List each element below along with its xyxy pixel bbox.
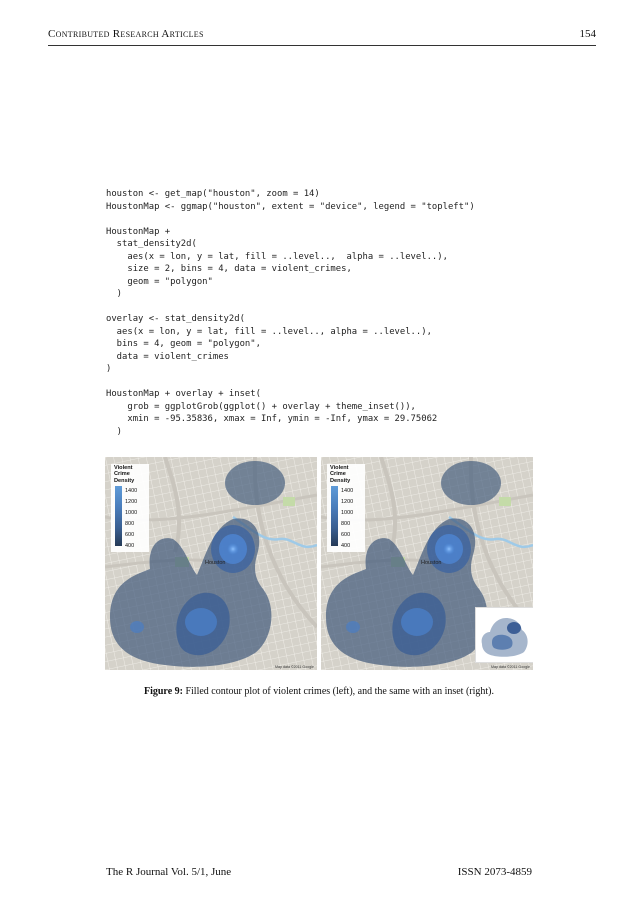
- journal-volume: The R Journal Vol. 5/1, June: [106, 866, 232, 878]
- code-listing: houston <- get_map("houston", zoom = 14) HoustonMap <- ggmap("houston", extent = "device", legend = "topleft") HoustonMap + stat_density2d( aes(x = lon, y = lat, fill = ..level.., alpha = ..level..), size = 2, bins = 4, data = violent_crimes, geom = "polygon" ) overlay <- stat_density2d( aes(x = lon, y = lat, fill = ..level.., alpha = ..level..), bins = 4, geom = "polygon", data = violent_crimes ) HoustonMap + overlay + inset( grob = ggplotGrob(ggplot() + overlay + theme_inset()), xmin = -95.35836, xmax = Inf, ymin = -Inf, ymax = 29.75062 ): [106, 189, 475, 437]
- legend-tick: 1200: [341, 499, 354, 505]
- inset-contour: [476, 608, 533, 662]
- density-contour: [401, 608, 433, 636]
- caption-text: Filled contour plot of violent crimes (left), and the same with an inset (right).: [182, 686, 495, 697]
- density-legend: [111, 464, 149, 552]
- legend-tick: 1000: [125, 510, 138, 516]
- legend-tick: 600: [341, 532, 351, 538]
- density-contour: [130, 621, 144, 633]
- density-contour: [225, 461, 285, 505]
- page-number: 154: [579, 28, 596, 40]
- park: [499, 497, 511, 506]
- inset-contour-peak: [507, 622, 521, 634]
- legend-color-bar: [115, 486, 122, 546]
- caption-label: Figure 9:: [143, 686, 183, 697]
- park: [283, 497, 295, 506]
- legend-title: Violent Crime Density: [114, 465, 135, 484]
- legend-tick: 400: [341, 543, 351, 549]
- density-contour: [185, 608, 217, 636]
- map-panel-right: [321, 457, 533, 670]
- running-footer: [106, 866, 532, 880]
- map-attribution: Map data ©2011 Google: [491, 665, 530, 669]
- legend-title: Violent Crime Density: [330, 465, 351, 484]
- legend-tick: 600: [125, 532, 135, 538]
- density-peak: [443, 543, 455, 555]
- header-rule: [48, 45, 596, 46]
- map-place-label: Houston: [205, 560, 226, 566]
- figure-caption: [40, 685, 598, 698]
- legend-tick: 400: [125, 543, 135, 549]
- density-contour: [346, 621, 360, 633]
- running-header: [48, 28, 596, 44]
- map-attribution: Map data ©2011 Google: [275, 665, 314, 669]
- inset-plot: [475, 607, 533, 663]
- density-peak: [227, 543, 239, 555]
- legend-tick: 1400: [125, 488, 138, 494]
- legend-tick: 1000: [341, 510, 354, 516]
- issn: ISSN 2073-4859: [457, 866, 532, 878]
- map-place-label: Houston: [421, 560, 442, 566]
- legend-tick: 800: [341, 521, 351, 527]
- legend-tick: 800: [125, 521, 135, 527]
- figure-9: [105, 457, 533, 670]
- legend-color-bar: [331, 486, 338, 546]
- map-panel-left: [105, 457, 317, 670]
- legend-tick: 1200: [125, 499, 138, 505]
- density-contour: [441, 461, 501, 505]
- journal-section-title: Contributed Research Articles: [48, 28, 204, 40]
- density-legend: [327, 464, 365, 552]
- legend-tick: 1400: [341, 488, 354, 494]
